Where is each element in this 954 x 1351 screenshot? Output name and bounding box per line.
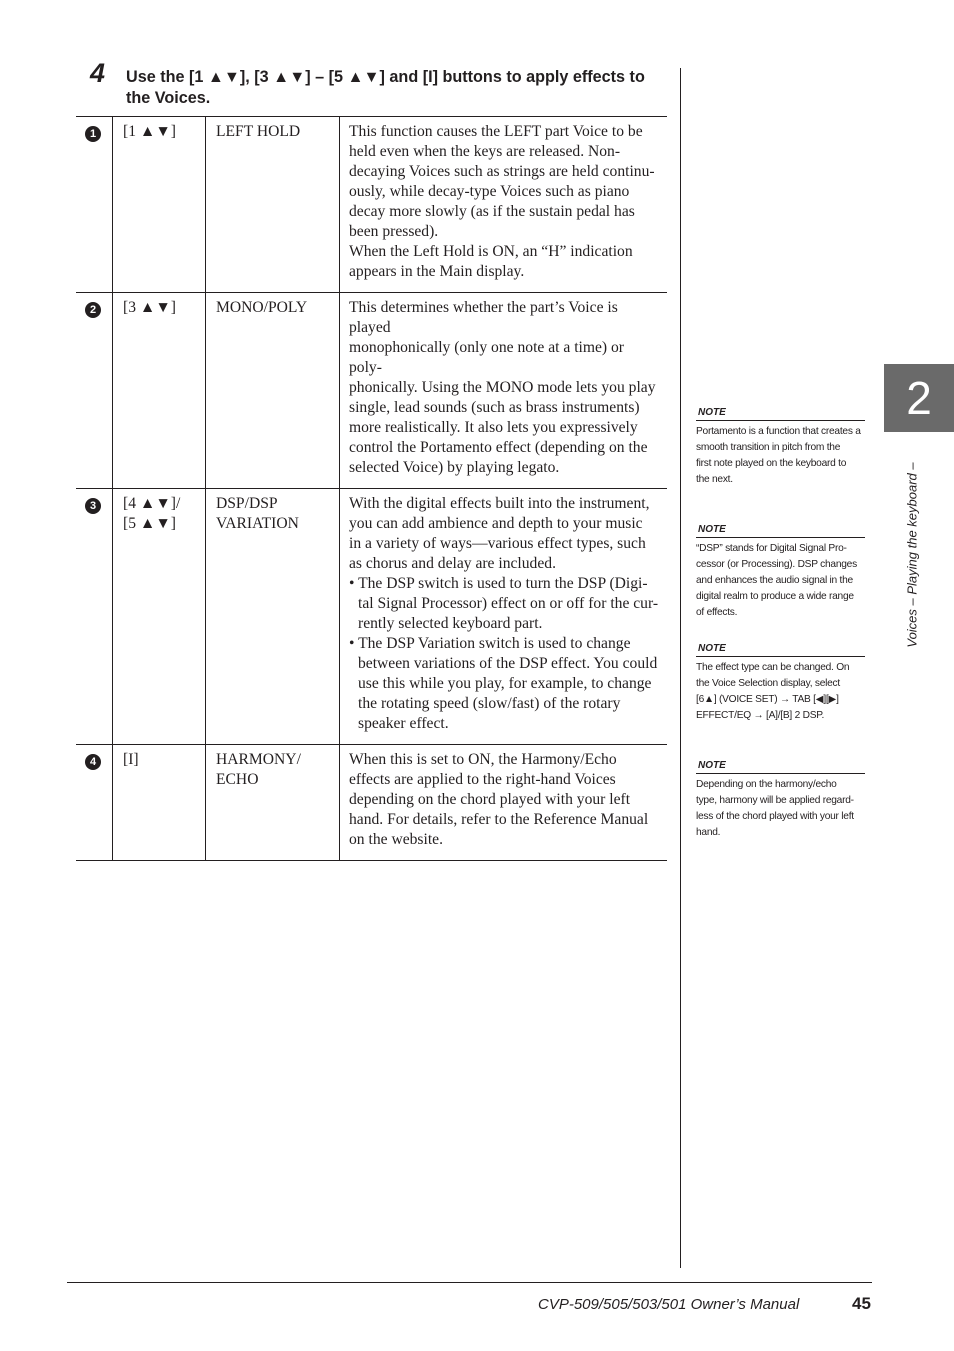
button-label-line: [5 ▲▼]	[123, 515, 176, 532]
description-cell	[340, 745, 668, 861]
function-name-line: VARIATION	[216, 515, 299, 532]
note-box	[696, 407, 865, 488]
button-label-line: [4 ▲▼]/	[123, 495, 181, 512]
table-row	[76, 293, 667, 489]
bullet-line: use this while you play, for example, to change	[358, 675, 652, 692]
note-text	[696, 777, 865, 841]
note-line: less of the chord played with your left	[696, 811, 854, 822]
description-cell	[340, 489, 668, 745]
note-line: EFFECT/EQ → [A]/[B] 2 DSP.	[696, 710, 825, 721]
description-line: been pressed).	[349, 223, 439, 240]
note-line: “DSP” stands for Digital Signal Pro-	[696, 543, 847, 554]
function-name-cell	[206, 489, 340, 745]
description-line: selected Voice) by playing legato.	[349, 459, 560, 476]
description-line: depending on the chord played with your left	[349, 791, 631, 808]
row-marker-icon: 4	[85, 754, 101, 770]
description-line: you can add ambience and depth to your music	[349, 515, 643, 532]
description-line: control the Portamento effect (depending on the	[349, 439, 648, 456]
description-line: decaying Voices such as strings are held continu-	[349, 163, 655, 180]
footer-divider	[67, 1282, 872, 1283]
note-line: the Voice Selection display, select	[696, 678, 840, 689]
note-line: Portamento is a function that creates a	[696, 426, 861, 437]
function-name-cell	[206, 745, 340, 861]
note-line: of effects.	[696, 607, 738, 618]
note-label: NOTE	[696, 524, 865, 538]
description-line: appears in the Main display.	[349, 263, 525, 280]
note-line: hand.	[696, 827, 721, 838]
bullet-line: • The DSP switch is used to turn the DSP (Digi-	[349, 575, 648, 592]
button-cell	[113, 489, 206, 745]
page-number: 45	[852, 1294, 871, 1313]
description-line: monophonically (only one note at a time) or poly-	[349, 339, 624, 376]
note-line: Depending on the harmony/echo	[696, 779, 837, 790]
column-divider	[680, 68, 681, 1268]
description-line: When the Left Hold is ON, an “H” indication	[349, 243, 633, 260]
note-line: the next.	[696, 474, 733, 485]
description-line: on the website.	[349, 831, 443, 848]
note-line: The effect type can be changed. On	[696, 662, 850, 673]
description-line: hand. For details, refer to the Reference Manual	[349, 811, 649, 828]
description-line: in a variety of ways—various effect types, such	[349, 535, 646, 552]
note-text	[696, 424, 865, 488]
description-cell	[340, 117, 668, 293]
description-line: ously, while decay-type Voices such as piano	[349, 183, 630, 200]
manual-title: CVP-509/505/503/501 Owner’s Manual	[538, 1296, 800, 1313]
table-row	[76, 489, 667, 745]
bullet-line: • The DSP Variation switch is used to change	[349, 635, 631, 652]
row-marker-icon: 3	[85, 498, 101, 514]
table-row	[76, 117, 667, 293]
function-name-cell: MONO/POLY	[206, 293, 340, 489]
parameter-table	[76, 116, 667, 861]
description-line: With the digital effects built into the instrument,	[349, 495, 650, 512]
button-cell: [3 ▲▼]	[113, 293, 206, 489]
step-heading: Use the [1 ▲▼], [3 ▲▼] – [5 ▲▼] and [I] buttons to apply effects to the Voices.	[126, 68, 645, 107]
function-name-cell: LEFT HOLD	[206, 117, 340, 293]
description-cell	[340, 293, 668, 489]
note-line: first note played on the keyboard to	[696, 458, 847, 469]
bullet-line: the rotating speed (slow/fast) of the rotary	[358, 695, 621, 712]
chapter-side-label: Voices – Playing the keyboard –	[904, 462, 920, 648]
bullet-line: rently selected keyboard part.	[358, 615, 543, 632]
description-line: This determines whether the part’s Voice is played	[349, 299, 618, 336]
description-line: When this is set to ON, the Harmony/Echo	[349, 751, 617, 768]
table-row	[76, 745, 667, 861]
step-number: 4	[90, 58, 106, 88]
bullet-line: tal Signal Processor) effect on or off for the cur-	[358, 595, 659, 612]
description-line: This function causes the LEFT part Voice to be	[349, 123, 643, 140]
description-line: decay more slowly (as if the sustain pedal has	[349, 203, 635, 220]
note-box	[696, 524, 865, 621]
description-line: effects are applied to the right-hand Voices	[349, 771, 616, 788]
row-marker-icon: 1	[85, 126, 101, 142]
note-line: [6▲] (VOICE SET) → TAB [◀][▶]	[696, 694, 839, 705]
note-box	[696, 760, 865, 841]
note-label: NOTE	[696, 407, 865, 421]
description-line: as chorus and delay are included.	[349, 555, 556, 572]
description-line: held even when the keys are released. Non-	[349, 143, 621, 160]
chapter-tab: 2	[884, 364, 954, 432]
note-line: smooth transition in pitch from the	[696, 442, 841, 453]
function-name-line: ECHO	[216, 771, 259, 788]
function-name-line: DSP/DSP	[216, 495, 278, 512]
note-line: digital realm to produce a wide range	[696, 591, 854, 602]
description-line: more realistically. It also lets you expressively	[349, 419, 638, 436]
note-text	[696, 541, 865, 621]
note-line: and enhances the audio signal in the	[696, 575, 853, 586]
note-text	[696, 660, 865, 724]
note-box	[696, 643, 865, 724]
bullet-line: between variations of the DSP effect. You could	[358, 655, 658, 672]
note-label: NOTE	[696, 643, 865, 657]
button-cell: [I]	[113, 745, 206, 861]
bullet-line: speaker effect.	[358, 715, 449, 732]
button-cell: [1 ▲▼]	[113, 117, 206, 293]
note-line: cessor (or Processing). DSP changes	[696, 559, 857, 570]
note-label: NOTE	[696, 760, 865, 774]
note-line: type, harmony will be applied regard-	[696, 795, 854, 806]
description-line: phonically. Using the MONO mode lets you play	[349, 379, 656, 396]
function-name-line: HARMONY/	[216, 751, 301, 768]
description-line: single, lead sounds (such as brass instruments)	[349, 399, 640, 416]
row-marker-icon: 2	[85, 302, 101, 318]
